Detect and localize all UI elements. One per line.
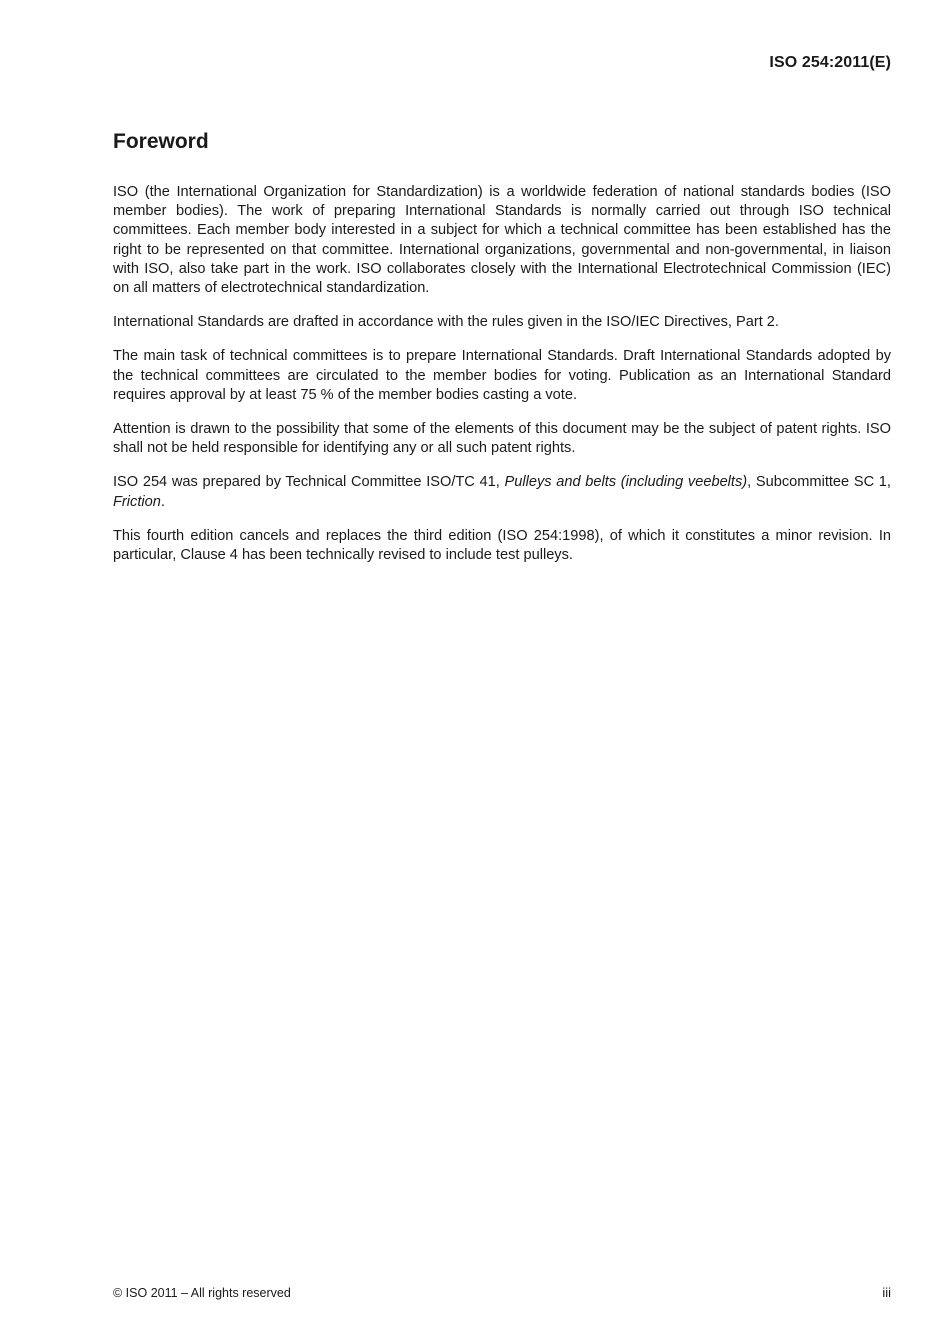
paragraph-technical-committees: The main task of technical committees is to prepare International Standards. Draft International Standards adopted by the technical committees are circulated to the member bodies for voting. Publication as an International Standard requires approval by at least 75 % of the member bodies casting a vote. [113,348,891,403]
paragraph-edition: This fourth edition cancels and replaces the third edition (ISO 254:1998), of which it constitutes a minor revision. In particular, Clause 4 has been technically revised to include test pulleys. [113,527,891,564]
paragraph-iso-description: ISO (the International Organization for Standardization) is a worldwide federation of national standards bodies (ISO member bodies). The work of preparing International Standards is normally carried out through ISO technical committees. Each member body interested in a subject for which a technical committee has been established has the right to be represented on that committee. International organizations, governmental and non-governmental, in liaison with ISO, also take part in the work. ISO collaborates closely with the International Electrotechnical Commission (IEC) on all matters of electrotechnical standardization. [113,184,891,297]
subcommittee-text: , Subcommittee SC 1, [747,474,891,491]
page-number: iii [882,1285,891,1300]
paragraph-directives: International Standards are drafted in accordance with the rules given in the ISO/IEC Directives, Part 2. [113,314,779,331]
document-code: ISO 254:2011(E) [769,54,891,71]
paragraph-prepared-by [113,473,891,511]
committee-title: Pulleys and belts (including veebelts) [504,474,748,491]
footer-copyright: © ISO 2011 – All rights reserved [113,1286,291,1300]
subcommittee-title: Friction [113,493,161,510]
prepared-by-text: ISO 254 was prepared by Technical Committee ISO/TC 41, [113,474,505,491]
page-title: Foreword [113,130,209,153]
foreword-body [113,183,891,580]
sentence-end: . [160,493,165,510]
paragraph-patent-rights: Attention is drawn to the possibility that some of the elements of this document may be the subject of patent rights. ISO shall not be held responsible for identifying any or all such patent rights. [113,421,891,457]
